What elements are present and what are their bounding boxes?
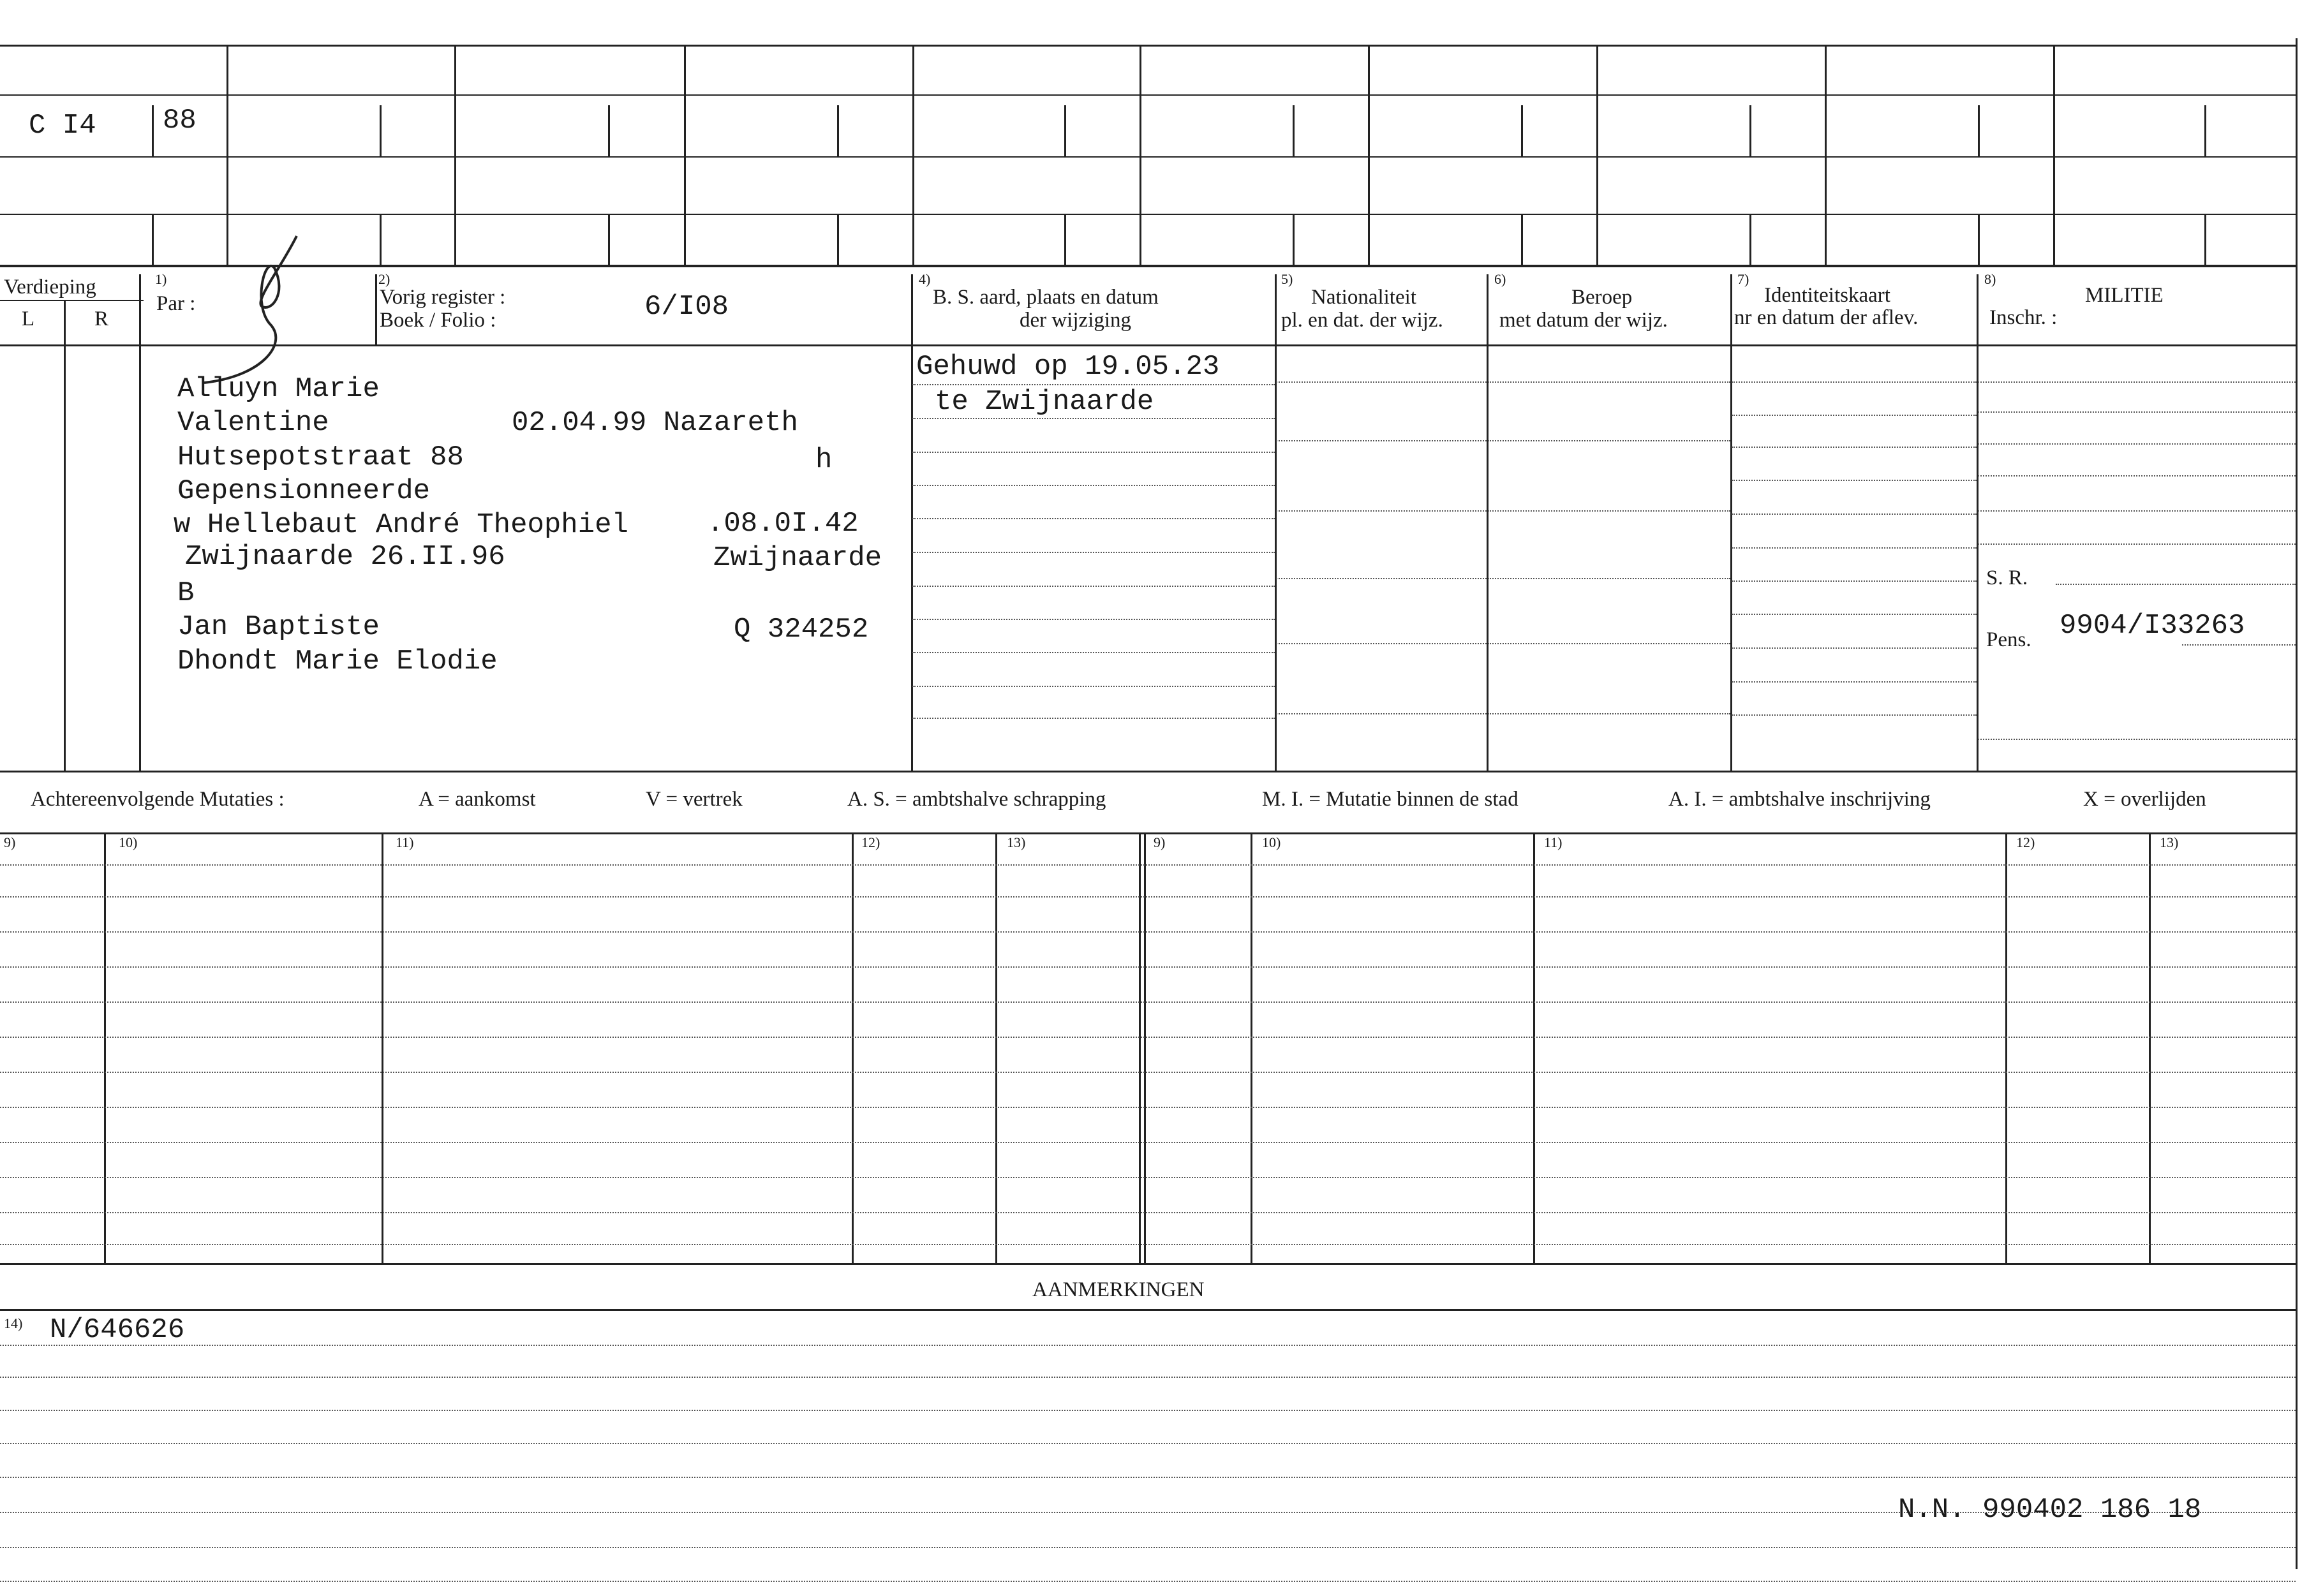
card-number: 88 bbox=[163, 105, 197, 137]
mut-col-11a: 11) bbox=[396, 834, 414, 850]
col6-number: 6) bbox=[1494, 271, 1506, 287]
col8-number: 8) bbox=[1984, 271, 1996, 287]
mut-col-12a: 12) bbox=[861, 834, 880, 850]
mut-col-13b: 13) bbox=[2160, 834, 2179, 850]
remarks-title: AANMERKINGEN bbox=[1032, 1278, 1205, 1301]
col7-number: 7) bbox=[1737, 271, 1749, 287]
col4-label1: B. S. aard, plaats en datum bbox=[933, 286, 1159, 309]
legend-x: X = overlijden bbox=[2083, 788, 2206, 811]
col7-label2: nr en datum der aflev. bbox=[1734, 306, 1919, 329]
person-h-mark: h bbox=[815, 444, 833, 476]
mut-col-9b: 9) bbox=[1154, 834, 1166, 850]
legend-v: V = vertrek bbox=[646, 788, 743, 811]
remarks-number: 14) bbox=[4, 1315, 23, 1331]
legend-as: A. S. = ambtshalve schrapping bbox=[847, 788, 1106, 811]
previous-register-value: 6/I08 bbox=[644, 291, 729, 323]
person-mother: Dhondt Marie Elodie bbox=[177, 646, 498, 677]
person-address: Hutsepotstraat 88 bbox=[177, 441, 464, 473]
mut-col-10a: 10) bbox=[119, 834, 138, 850]
col5-label1: Nationaliteit bbox=[1311, 286, 1416, 309]
col6-label1: Beroep bbox=[1571, 286, 1633, 309]
col5-label2: pl. en dat. der wijz. bbox=[1281, 309, 1443, 332]
person-occupation: Gepensionneerde bbox=[177, 475, 431, 507]
mut-col-11b: 11) bbox=[1544, 834, 1563, 850]
change-line-2: te Zwijnaarde bbox=[935, 386, 1154, 418]
col6-label2: met datum der wijz. bbox=[1499, 309, 1668, 332]
person-spouse-date: .08.0I.42 bbox=[707, 508, 859, 540]
person-birth: 02.04.99 Nazareth bbox=[512, 407, 798, 439]
national-number: N.N. 990402 186 18 bbox=[1898, 1494, 2202, 1526]
verdieping-r: R bbox=[94, 307, 109, 330]
militie-pens-label: Pens. bbox=[1986, 628, 2031, 651]
col8-label1: MILITIE bbox=[2085, 284, 2164, 307]
person-spouse-origin: Zwijnaarde 26.II.96 bbox=[185, 541, 505, 573]
col2-label1: Vorig register : bbox=[380, 286, 506, 309]
person-code: Q 324252 bbox=[734, 614, 869, 646]
legend-mi: M. I. = Mutatie binnen de stad bbox=[1262, 788, 1518, 811]
col1-number: 1) bbox=[155, 271, 167, 287]
person-firstname-line: Valentine bbox=[177, 407, 329, 439]
verdieping-l: L bbox=[22, 307, 35, 330]
col4-label2: der wijziging bbox=[1020, 309, 1132, 332]
mut-col-10b: 10) bbox=[1262, 834, 1281, 850]
mut-col-9a: 9) bbox=[4, 834, 16, 850]
person-father: Jan Baptiste bbox=[177, 611, 380, 643]
verdieping-label: Verdieping bbox=[4, 276, 96, 299]
col4-number: 4) bbox=[919, 271, 931, 287]
person-spouse: w Hellebaut André Theophiel bbox=[174, 509, 628, 541]
militie-pens-value: 9904/I33263 bbox=[2060, 610, 2245, 642]
legend-title: Achtereenvolgende Mutaties : bbox=[31, 788, 285, 811]
person-mark-b: B bbox=[177, 577, 195, 609]
col1-label: Par : bbox=[156, 292, 196, 315]
change-line-1: Gehuwd op 19.05.23 bbox=[916, 351, 1220, 383]
legend-a: A = aankomst bbox=[419, 788, 536, 811]
remarks-value: N/646626 bbox=[50, 1314, 185, 1346]
col2-number: 2) bbox=[378, 271, 390, 287]
mut-col-13a: 13) bbox=[1007, 834, 1026, 850]
mut-col-12b: 12) bbox=[2016, 834, 2035, 850]
legend-ai: A. I. = ambtshalve inschrijving bbox=[1668, 788, 1931, 811]
col8-label2: Inschr. : bbox=[1989, 306, 2058, 329]
militie-sr-label: S. R. bbox=[1986, 566, 2028, 589]
col5-number: 5) bbox=[1281, 271, 1293, 287]
person-surname-line: Alluyn Marie bbox=[177, 373, 380, 405]
person-spouse-place: Zwijnaarde bbox=[713, 542, 882, 574]
card-code: C I4 bbox=[29, 110, 96, 142]
col2-label2: Boek / Folio : bbox=[380, 309, 496, 332]
signature-mark bbox=[191, 230, 332, 395]
col7-label1: Identiteitskaart bbox=[1764, 284, 1890, 307]
